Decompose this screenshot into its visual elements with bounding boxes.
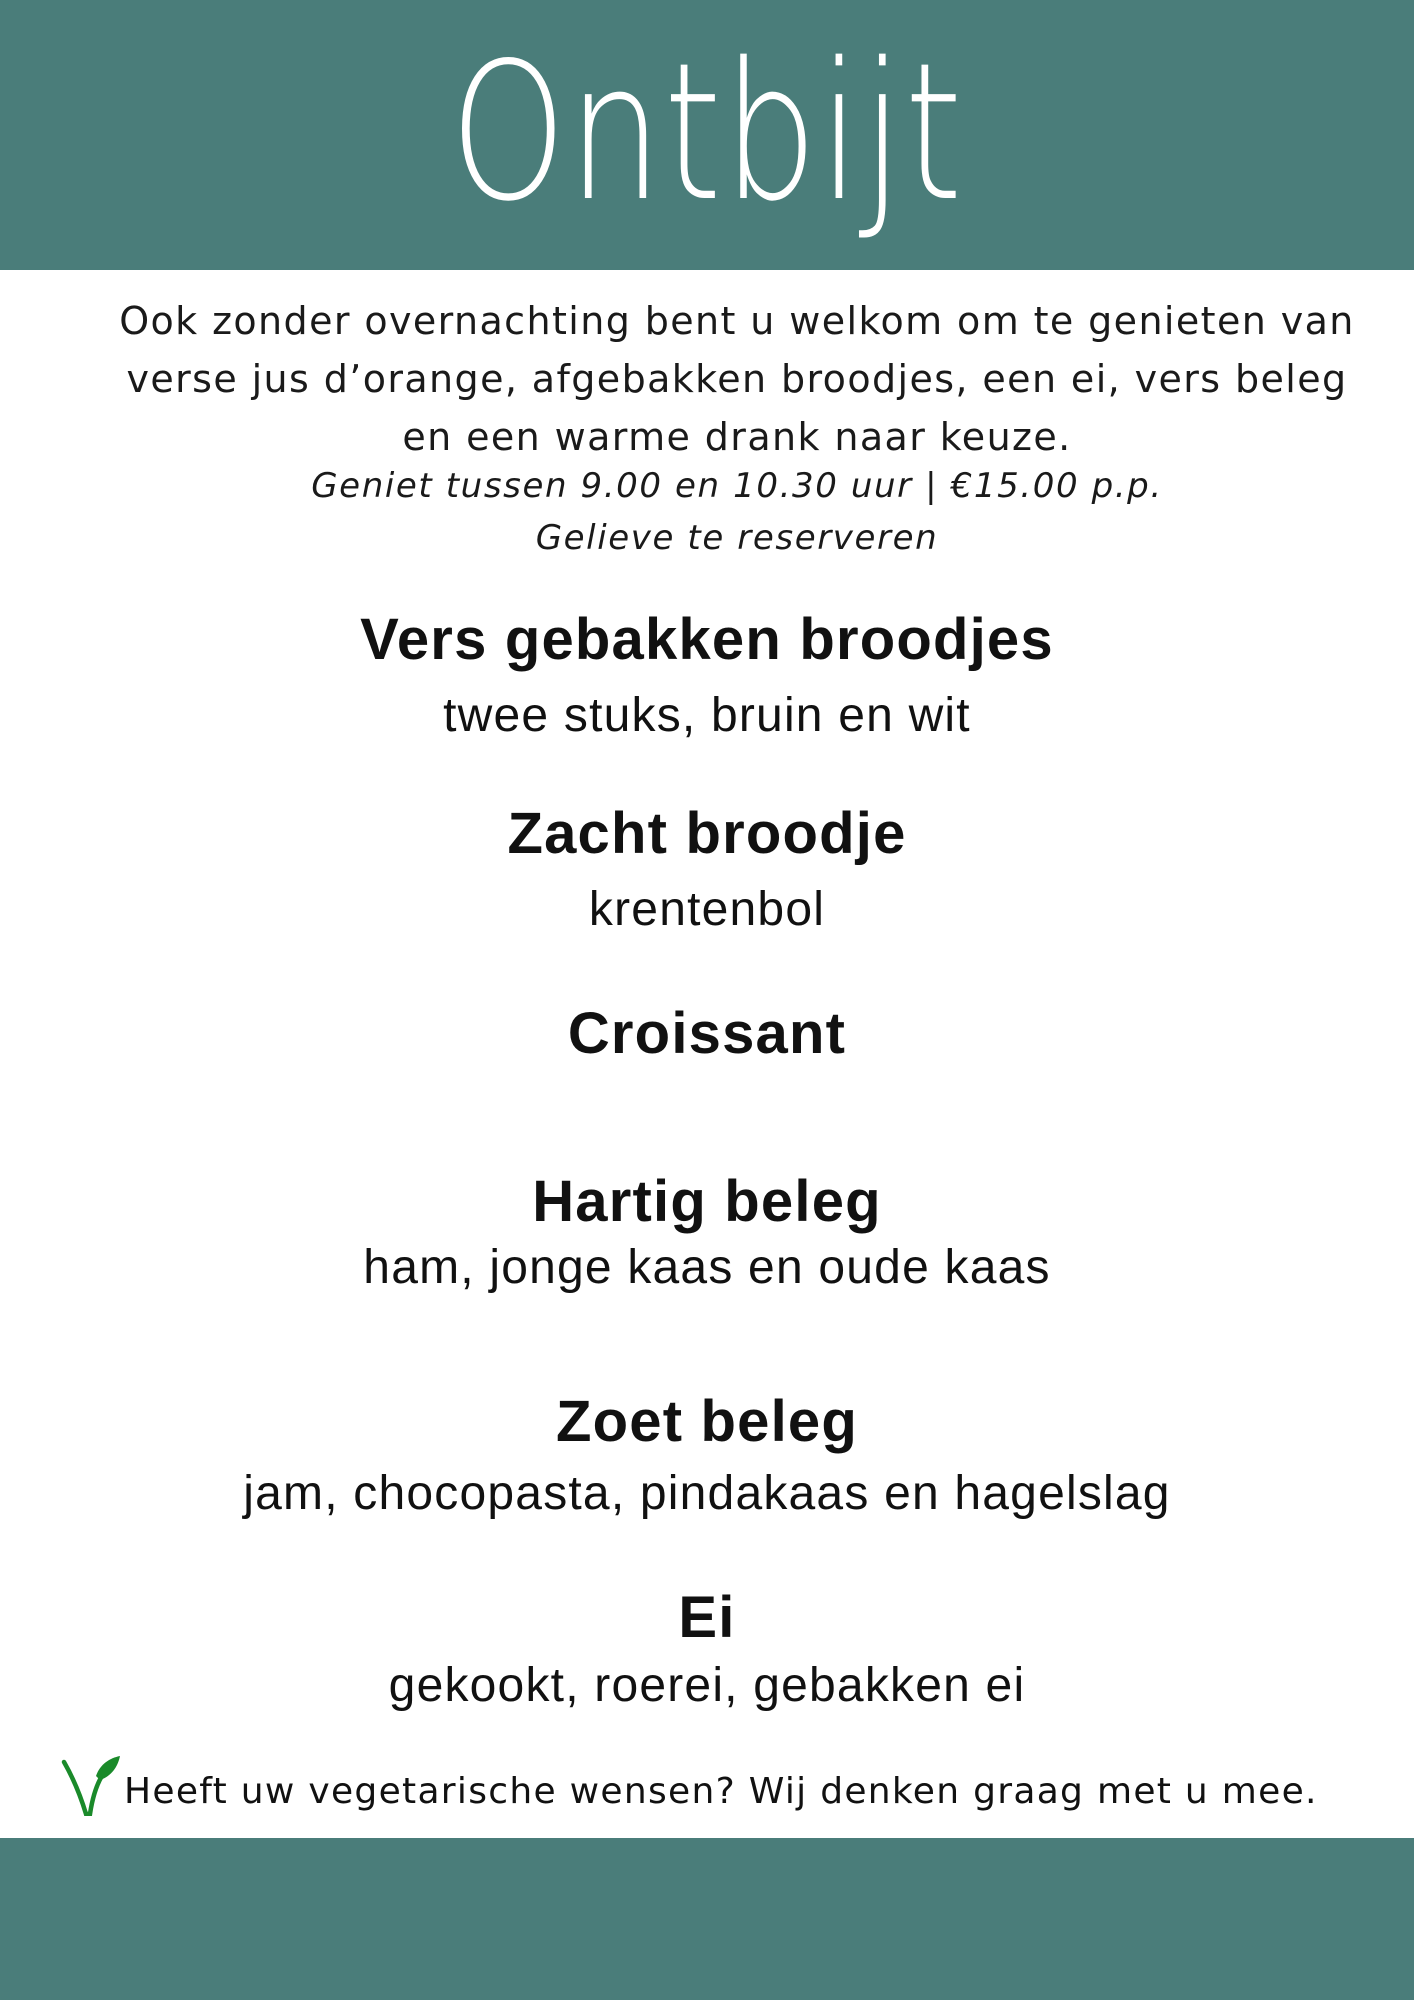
vegetarian-note: Heeft uw vegetarische wensen? Wij denken graag met u mee. [124, 1771, 1318, 1812]
item-desc-zacht-broodje: krentenbol [588, 883, 826, 936]
intro-text: Ook zonder overnachting bent u welkom om te genieten van verse jus d’orange, afgebakken broodjes, een ei, vers beleg en een warme drank naar keuze. [119, 299, 1355, 459]
item-desc-vers-gebakken-broodjes: twee stuks, bruin en wit [443, 689, 971, 742]
item-title-zoet-beleg: Zoet beleg [555, 1389, 859, 1454]
item-title-hartig-beleg: Hartig beleg [532, 1169, 882, 1234]
page-title: Ontbijt [449, 22, 965, 243]
item-desc-ei: gekookt, roerei, gebakken ei [388, 1659, 1026, 1712]
item-title-ei: Ei [678, 1585, 736, 1650]
item-desc-zoet-beleg: jam, chocopasta, pindakaas en hagelslag [243, 1467, 1171, 1520]
item-title-croissant: Croissant [567, 1001, 847, 1066]
footer-band [0, 1838, 1414, 2000]
vegetarian-note-line [60, 1756, 1360, 1816]
item-title-vers-gebakken-broodjes: Vers gebakken broodjes [360, 607, 1054, 672]
hours-price: Geniet tussen 9.00 en 10.30 uur | €15.00 p.p. [311, 466, 1163, 506]
reservation-note: Gelieve te reserveren [535, 518, 939, 558]
item-desc-hartig-beleg: ham, jonge kaas en oude kaas [363, 1241, 1051, 1294]
vegetarian-leaf-icon [60, 1754, 122, 1816]
item-title-zacht-broodje: Zacht broodje [507, 801, 907, 866]
